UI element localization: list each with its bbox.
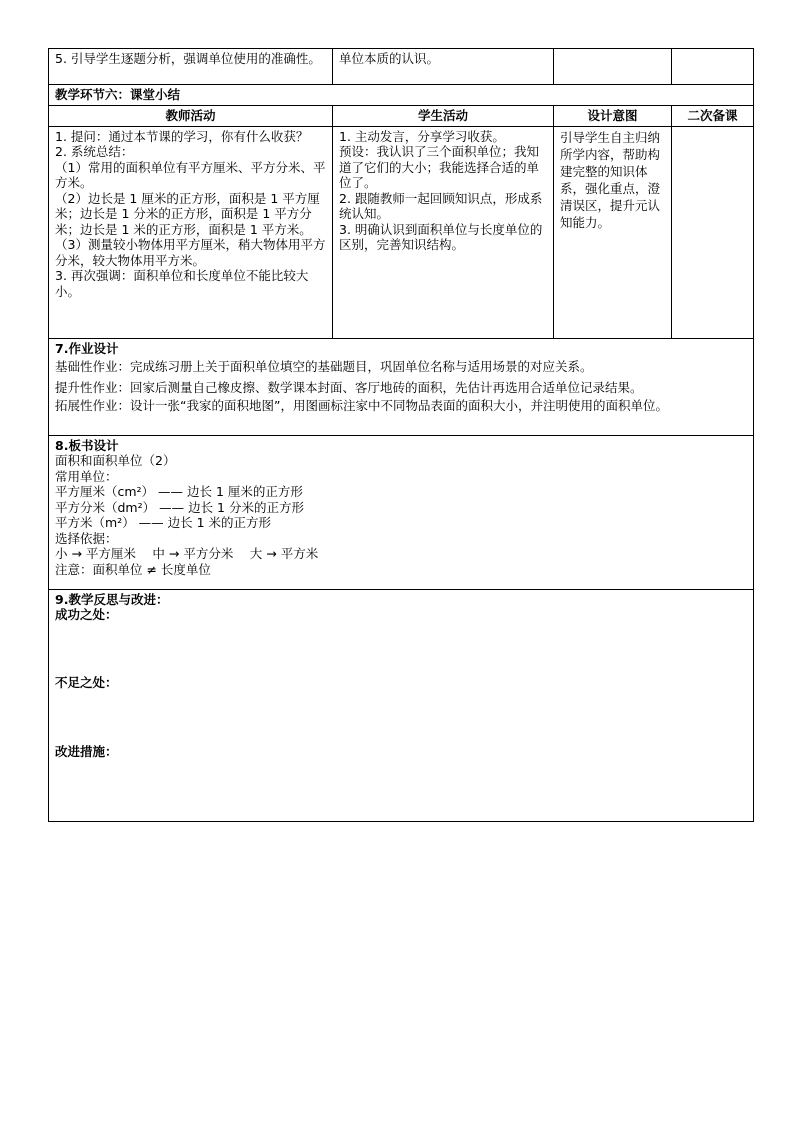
board-line: 平方分米（dm²） —— 边长 1 分米的正方形 <box>55 499 304 515</box>
summary-student-cell <box>333 126 554 338</box>
board-line: 平方米（m²） —— 边长 1 米的正方形 <box>55 515 272 530</box>
improvement-label: 改进措施： <box>55 744 118 759</box>
student-line: 1. 主动发言，分享学习收获。 <box>339 128 505 144</box>
shortcoming-label: 不足之处： <box>55 674 118 690</box>
teacher-line: （2）边长是 1 厘米的正方形，面积是 1 平方厘米；边长是 1 分米的正方形，面积是 1 平方分米；边长是 1 米的正方形，面积是 1 平方米。 <box>55 190 320 237</box>
teacher-line: 3. 再次强调：面积单位和长度单位不能比较大小。 <box>55 268 309 299</box>
homework-cell <box>49 338 754 435</box>
header-second-prep: 二次备课 <box>672 106 754 127</box>
reflection-cell <box>49 589 754 821</box>
board-line: 面积和面积单位（2） <box>55 453 176 468</box>
header-row <box>49 106 754 127</box>
teacher-line: （1）常用的面积单位有平方厘米、平方分米、平方米。 <box>55 159 326 190</box>
board-design-cell <box>49 435 754 589</box>
header-student-activity: 学生活动 <box>333 106 554 127</box>
student-line: 2. 跟随教师一起回顾知识点，形成系统认知。 <box>339 190 543 221</box>
homework-line: 基础性作业：完成练习册上关于面积单位填空的基础题目，巩固单位名称与适用场景的对应关系。 <box>55 359 593 374</box>
summary-second-cell <box>672 126 754 338</box>
section7-row <box>49 338 754 435</box>
section6-content-row <box>49 126 754 338</box>
summary-design-cell: 引导学生自主归纳所学内容，帮助构建完整的知识体系，强化重点，澄清误区，提升元认知能力。 <box>554 126 672 338</box>
section6-title: 教学环节六：课堂小结 <box>49 85 754 106</box>
board-design-title: 8.板书设计 <box>55 437 119 453</box>
section9-row <box>49 589 754 821</box>
board-line: 平方厘米（cm²） —— 边长 1 厘米的正方形 <box>55 484 303 499</box>
second-prep-cell <box>672 49 754 85</box>
summary-teacher-cell <box>49 126 333 338</box>
success-label: 成功之处： <box>55 607 118 622</box>
teacher-line: 2. 系统总结： <box>55 144 134 159</box>
design-intent-cell <box>554 49 672 85</box>
teacher-line: 1. 提问：通过本节课的学习，你有什么收获？ <box>55 128 309 144</box>
student-activity-cell: 单位本质的认识。 <box>333 49 554 85</box>
student-line: 预设：我认识了三个面积单位；我知道了它们的大小；我能选择合适的单位了。 <box>339 144 540 190</box>
section6-title-row <box>49 85 754 106</box>
student-line: 3. 明确认识到面积单位与长度单位的区别，完善知识结构。 <box>339 221 543 252</box>
teacher-line: （3）测量较小物体用平方厘米，稍大物体用平方分米，较大物体用平方米。 <box>55 237 326 268</box>
lesson-plan-table <box>48 48 754 822</box>
homework-line: 提升性作业：回家后测量自己橡皮擦、数学课本封面、客厅地砖的面积，先估计再选用合适单位记录结果。 <box>55 380 643 395</box>
continued-row <box>49 49 754 85</box>
header-design-intent: 设计意图 <box>554 106 672 127</box>
homework-line: 拓展性作业：设计一张“我家的面积地图”，用图画标注家中不同物品表面的面积大小，并注明使用的面积单位。 <box>55 398 668 413</box>
board-line: 选择依据： <box>55 530 118 546</box>
board-line: 常用单位： <box>55 468 118 484</box>
reflection-title: 9.教学反思与改进： <box>55 591 169 607</box>
teacher-activity-cell: 5. 引导学生逐题分析，强调单位使用的准确性。 <box>49 49 333 85</box>
section8-row <box>49 435 754 589</box>
board-line: 小 → 平方厘米 中 → 平方分米 大 → 平方米 <box>55 546 319 561</box>
homework-title: 7.作业设计 <box>55 340 119 356</box>
board-line: 注意：面积单位 ≠ 长度单位 <box>55 561 211 577</box>
header-teacher-activity: 教师活动 <box>49 106 333 127</box>
